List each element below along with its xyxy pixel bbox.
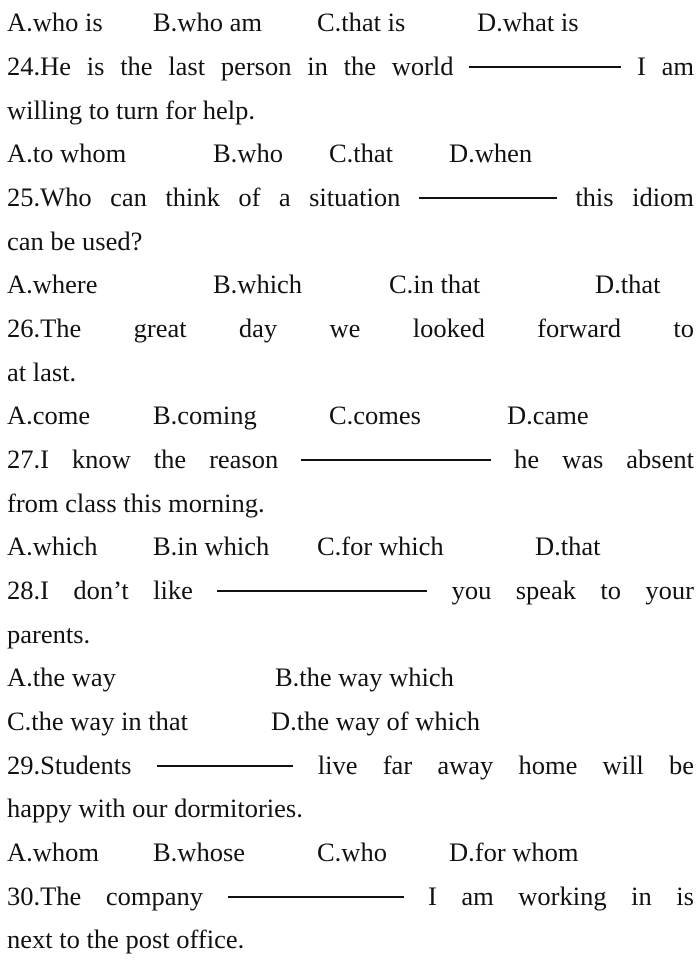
q24-word: person — [220, 51, 292, 81]
q29-word: far — [382, 750, 413, 780]
q29-stem-line2: happy with our dormitories. — [7, 793, 303, 823]
q25-stem — [7, 175, 694, 219]
q27-word: absent — [626, 444, 694, 474]
q26-option-b: B.coming — [153, 400, 257, 430]
q30-stem — [7, 874, 694, 918]
q28-option-b: B.the way which — [275, 662, 454, 692]
q24-word: world — [391, 51, 454, 81]
q27-word: 27.I — [7, 444, 49, 474]
q27-word: the — [153, 444, 187, 474]
q27-stem-line2: from class this morning. — [7, 488, 265, 518]
q23-option-d: D.what is — [477, 7, 579, 37]
q24-word: is — [86, 51, 105, 81]
q29-word: home — [518, 750, 578, 780]
q26-stem-line2: at last. — [7, 357, 77, 387]
q30-word: in — [631, 881, 652, 911]
q26-option-d: D.came — [507, 400, 589, 430]
q29-word: be — [668, 750, 694, 780]
q28-word: to — [600, 575, 622, 605]
q24-word: the — [343, 51, 376, 81]
q23-option-a: A.who is — [7, 7, 103, 37]
q24-answer-blank[interactable] — [469, 66, 621, 68]
q28-option-d: D.the way of which — [271, 706, 480, 736]
q25-option-c: C.in that — [389, 269, 481, 299]
q24-word: last — [168, 51, 206, 81]
q24-word: I — [637, 51, 646, 81]
q25-option-d: D.that — [595, 269, 661, 299]
q29-word: live — [317, 750, 358, 780]
q29-option-b: B.whose — [153, 837, 246, 867]
q27-option-d: D.that — [535, 531, 601, 561]
q25-word: a — [278, 182, 291, 212]
q25-option-b: B.which — [213, 269, 303, 299]
q28-option-c: C.the way in that — [7, 706, 189, 736]
q27-answer-blank[interactable] — [301, 459, 491, 461]
q24-option-c: C.that — [329, 138, 394, 168]
q29-stem — [7, 743, 694, 787]
q28-stem-line2: parents. — [7, 619, 91, 649]
q30-stem-line2: next to the post office. — [7, 924, 245, 954]
q25-word: can — [110, 182, 147, 212]
q28-word: don’t — [73, 575, 129, 605]
q30-word: company — [105, 881, 203, 911]
q23-option-b: B.who am — [153, 7, 262, 37]
q27-option-c: C.for which — [317, 531, 444, 561]
q24-option-d: D.when — [449, 138, 533, 168]
q27-word: know — [71, 444, 131, 474]
q29-option-d: D.for whom — [449, 837, 579, 867]
q30-word: 30.The — [7, 881, 82, 911]
q27-word: he — [514, 444, 540, 474]
q28-option-a: A.the way — [7, 662, 116, 692]
q30-answer-blank[interactable] — [228, 896, 404, 898]
q27-word: was — [562, 444, 604, 474]
q30-word: I — [428, 881, 437, 911]
q25-word: think — [165, 182, 220, 212]
q27-option-b: B.in which — [153, 531, 270, 561]
q26-word: to — [673, 313, 694, 343]
q26-word: day — [238, 313, 278, 343]
q29-option-a: A.whom — [7, 837, 100, 867]
q26-option-a: A.come — [7, 400, 91, 430]
q24-stem-line2: willing to turn for help. — [7, 95, 256, 125]
q29-word: 29.Students — [7, 750, 132, 780]
q24-word: am — [661, 51, 694, 81]
q24-option-a: A.to whom — [7, 138, 127, 168]
q24-stem — [7, 44, 694, 88]
q26-word: 26.The — [7, 313, 82, 343]
q29-word: will — [602, 750, 644, 780]
q25-option-a: A.where — [7, 269, 98, 299]
q28-word: like — [153, 575, 193, 605]
q26-word: great — [133, 313, 187, 343]
q24-word: the — [120, 51, 153, 81]
q24-option-b: B.who — [213, 138, 283, 168]
q28-word: you — [451, 575, 492, 605]
q23-option-c: C.that is — [317, 7, 406, 37]
q30-word: am — [461, 881, 494, 911]
q28-answer-blank[interactable] — [217, 590, 427, 592]
q28-word: your — [645, 575, 694, 605]
q29-option-c: C.who — [317, 837, 387, 867]
q27-stem — [7, 437, 694, 481]
q26-stem — [7, 306, 694, 350]
q24-word: in — [307, 51, 328, 81]
q28-word: speak — [515, 575, 577, 605]
q25-word: of — [238, 182, 261, 212]
q29-answer-blank[interactable] — [157, 765, 293, 767]
q27-option-a: A.which — [7, 531, 98, 561]
q26-word: looked — [412, 313, 485, 343]
q26-option-c: C.comes — [329, 400, 421, 430]
q26-word: forward — [537, 313, 622, 343]
q25-word: situation — [309, 182, 401, 212]
q24-word: 24.He — [7, 51, 72, 81]
q25-answer-blank[interactable] — [419, 197, 557, 199]
q28-stem — [7, 568, 694, 612]
q30-word: is — [676, 881, 694, 911]
q25-word: idiom — [632, 182, 694, 212]
q25-stem-line2: can be used? — [7, 226, 143, 256]
q26-word: we — [329, 313, 361, 343]
q29-word: away — [437, 750, 494, 780]
q25-word: this — [575, 182, 614, 212]
q28-word: 28.I — [7, 575, 49, 605]
q30-word: working — [518, 881, 607, 911]
q25-word: 25.Who — [7, 182, 92, 212]
q27-word: reason — [209, 444, 279, 474]
